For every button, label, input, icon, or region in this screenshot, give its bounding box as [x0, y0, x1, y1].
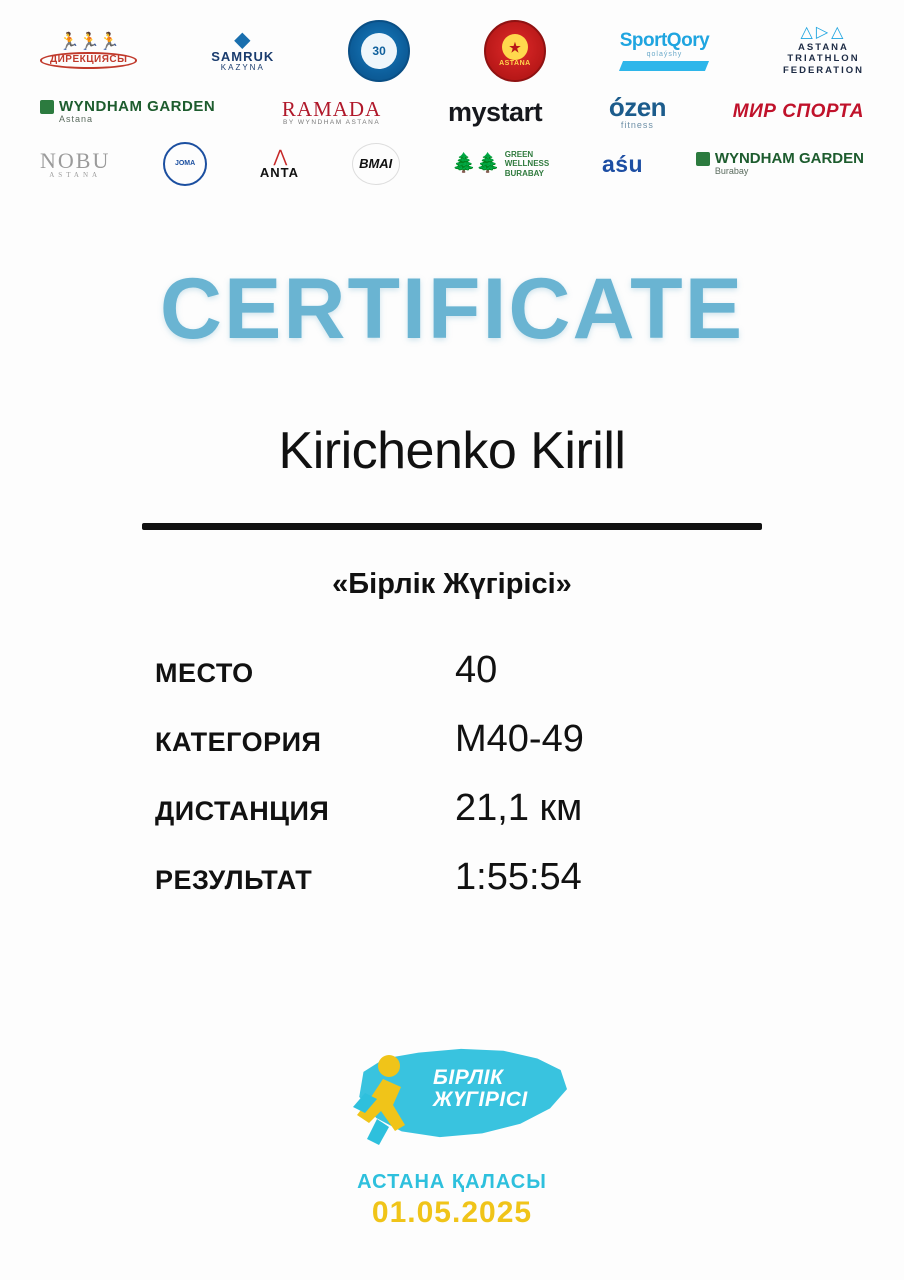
logo-wyndham-garden-astana [40, 92, 215, 132]
result-value-distance: 21,1 км [455, 787, 583, 829]
logo-ozen-fitness [609, 92, 666, 132]
logo-ozen-sub: fitness [620, 119, 654, 130]
divider [142, 523, 762, 530]
logo-wyndham-burabay-label: WYNDHAM GARDEN [714, 150, 864, 168]
result-value-category: M40-49 [455, 718, 584, 760]
wyndham-square-icon [40, 100, 54, 114]
logo-wyndham-garden-burabay [696, 144, 864, 184]
logo-green-wellness-label: GREEN WELLNESS BURABAY [504, 149, 550, 178]
result-value-place: 40 [455, 649, 498, 691]
certificate-title: CERTIFICATE [159, 261, 745, 357]
logo-nobu-label: NOBU [40, 147, 111, 173]
logo-direktsiyasy [40, 22, 137, 80]
logo-mystart: mystart [448, 96, 543, 127]
logo-direktsiyasy-label: ДИРЕКЦИЯСЫ [40, 52, 137, 69]
emblem-graphic [337, 1045, 567, 1157]
samruk-diamond-icon: ◆ [234, 28, 251, 51]
runners-icon: 🏃🏃🏃 [58, 32, 119, 52]
sponsor-row-2 [40, 92, 864, 132]
result-value-time: 1:55:54 [455, 856, 582, 898]
logo-anta [260, 144, 299, 184]
logo-ramada-label: RAMADA [281, 96, 382, 121]
result-label-place: МЕСТО [155, 658, 254, 688]
logo-ramada [282, 92, 381, 132]
logo-asu: aśu [601, 150, 644, 177]
logo-nobu-sub: ASTANA [49, 170, 102, 179]
runner-icon [343, 1053, 419, 1151]
logo-mir-sporta: МИР СПОРТА [732, 101, 864, 123]
result-row [152, 787, 752, 830]
athlete-name: Kirichenko Kirill [278, 422, 626, 480]
sponsor-row-1 [40, 20, 864, 82]
logo-samruk-label: SAMRUK [211, 48, 275, 64]
event-name: «Бірлік Жүгірісі» [332, 568, 572, 600]
emblem-title-line2: ЖҮГІРІСІ [433, 1088, 528, 1112]
sponsor-logo-strip [0, 0, 904, 204]
event-emblem [0, 1045, 904, 1230]
logo-ozen-label: ózen [608, 91, 667, 122]
results-table [152, 649, 752, 899]
logo-wyndham-astana-label: WYNDHAM GARDEN [59, 98, 216, 116]
logo-anniversary-seal [348, 20, 410, 82]
logo-samruk-kazyna [211, 22, 274, 80]
logo-ramada-sub: BY WYNDHAM ASTANA [283, 118, 381, 126]
sponsor-row-3 [40, 142, 864, 186]
logo-astana-triathlon-federation [783, 22, 864, 80]
logo-anta-label: ANTA [259, 165, 299, 181]
sport-qory-bar-icon [619, 61, 709, 71]
result-row [152, 718, 752, 761]
logo-astana-label: ASTANA [499, 60, 531, 68]
logo-sport-qory [620, 22, 709, 80]
logo-green-wellness-burabay [452, 144, 549, 184]
triathlon-shapes-icon: △▷△ [800, 23, 847, 41]
result-label-time: РЕЗУЛЬТАТ [155, 865, 313, 895]
result-row [152, 856, 752, 899]
logo-wyndham-burabay-sub: Burabay [714, 166, 749, 177]
logo-joma: JOMA [163, 142, 207, 186]
logo-atf-label: ASTANA TRIATHLON FEDERATION [782, 41, 864, 77]
logo-sport-qory-label: SportQory [619, 30, 710, 52]
result-label-category: КАТЕГОРИЯ [155, 727, 322, 757]
result-row [152, 649, 752, 692]
logo-bmai: BMAI [352, 143, 400, 185]
logo-nobu [40, 144, 110, 184]
logo-astana-seal [484, 20, 546, 82]
anniversary-seal-value: 30 [361, 33, 397, 69]
anta-swoosh-icon: ⋀ [273, 147, 286, 167]
trees-icon: 🌲🌲 [452, 153, 500, 175]
logo-samruk-sub: KAZYNA [220, 62, 265, 72]
emblem-title [433, 1067, 528, 1111]
emblem-city: АСТАНА ҚАЛАСЫ [357, 1171, 547, 1193]
emblem-date: 01.05.2025 [371, 1196, 533, 1229]
wyndham-square-icon [696, 152, 710, 166]
logo-sport-qory-sub: qolaýshy [646, 51, 683, 59]
emblem-title-line1: БІРЛІК [433, 1066, 504, 1089]
result-label-distance: ДИСТАНЦИЯ [155, 796, 330, 826]
logo-wyndham-astana-sub: Astana [59, 114, 94, 125]
astana-crest-icon: ★ [502, 34, 528, 60]
